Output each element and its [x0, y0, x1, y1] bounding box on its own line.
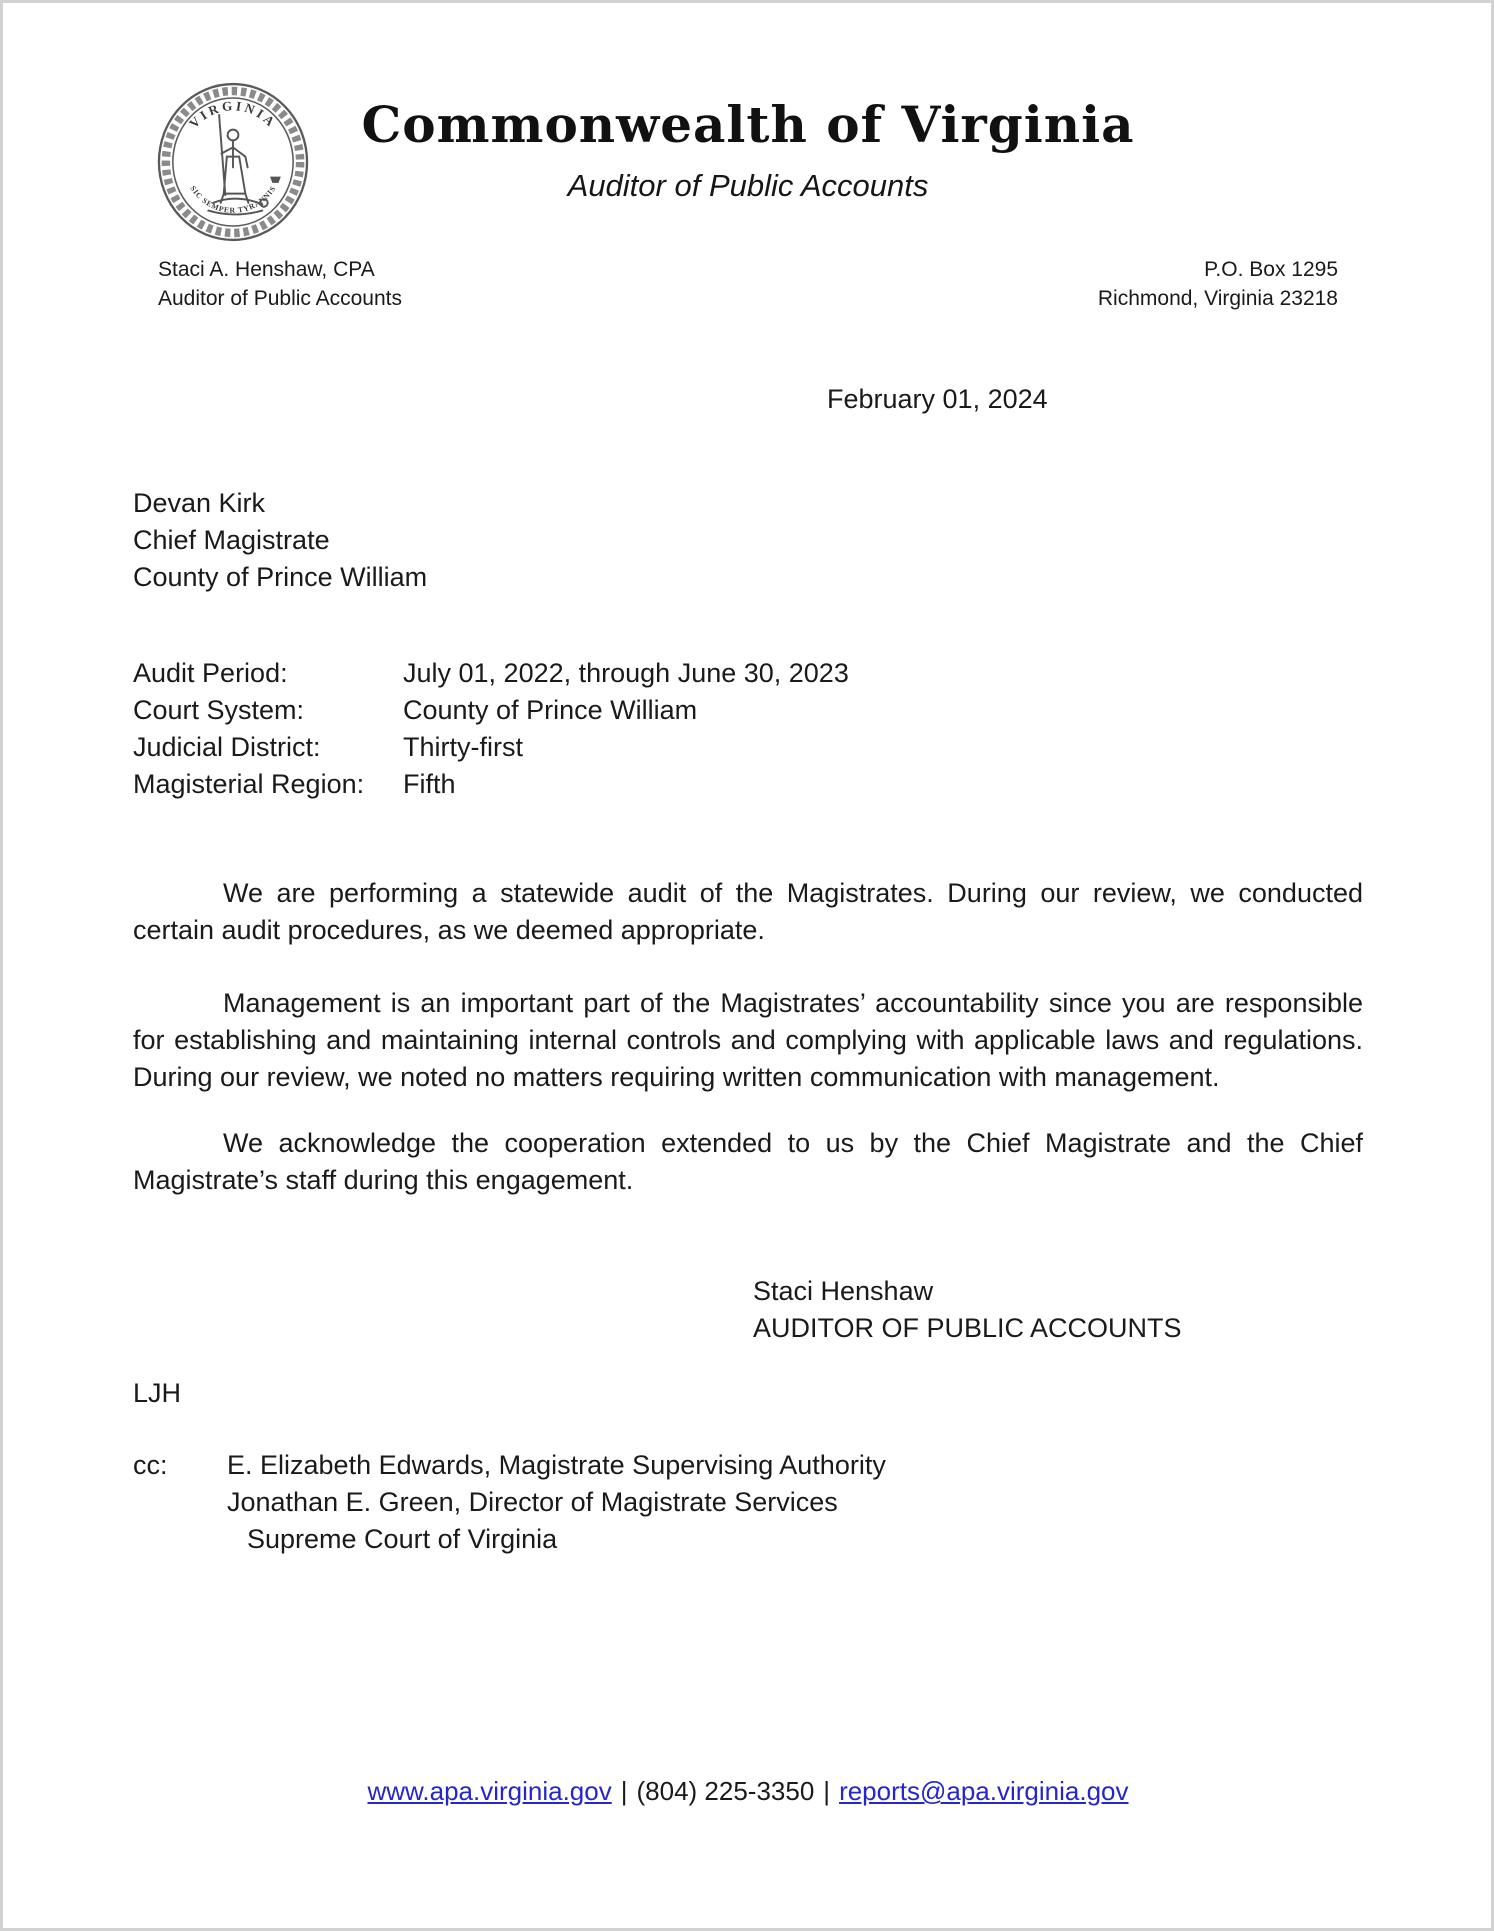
detail-value: Thirty-first: [403, 732, 523, 762]
signature-name: Staci Henshaw: [753, 1276, 934, 1306]
detail-row-court-system: [133, 692, 1363, 729]
audit-details: [133, 655, 1363, 803]
paragraph-line: We acknowledge the cooperation extended to us by the Chief Magistrate and the Chief: [223, 1128, 1363, 1158]
signature-block: [133, 1273, 1363, 1347]
recipient-org: County of Prince William: [133, 562, 428, 592]
cc-recipient: E. Elizabeth Edwards, Magistrate Supervising Authority: [227, 1450, 886, 1480]
detail-value: County of Prince William: [403, 695, 698, 725]
org-subtitle: Auditor of Public Accounts: [567, 168, 929, 203]
signature-title: AUDITOR OF PUBLIC ACCOUNTS: [753, 1313, 1182, 1343]
recipient-title: Chief Magistrate: [133, 525, 330, 555]
recipient-block: [133, 485, 1363, 596]
detail-row-audit-period: [133, 655, 1363, 692]
website-link[interactable]: www.apa.virginia.gov: [367, 1776, 612, 1806]
org-title: Commonwealth of Virginia: [361, 95, 1135, 154]
footer-separator: |: [620, 1776, 628, 1806]
detail-row-magisterial-region: [133, 766, 1363, 803]
typist-initials: LJH: [133, 1378, 182, 1408]
paragraph-line: We are performing a statewide audit of the Magistrates. During our review, we conducted: [223, 878, 1363, 908]
official-title: Auditor of Public Accounts: [158, 287, 402, 310]
detail-label: Magisterial Region:: [133, 769, 365, 799]
detail-row-judicial-district: [133, 729, 1363, 766]
svg-text:SIC SEMPER TYRANNIS: SIC SEMPER TYRANNIS: [188, 184, 278, 215]
detail-label: Judicial District:: [133, 732, 321, 762]
detail-label: Audit Period:: [133, 658, 288, 688]
letter-date: February 01, 2024: [827, 384, 1048, 414]
paragraph-line: for establishing and maintaining internal controls and complying with applicable laws and regulations.: [133, 1025, 1363, 1055]
detail-label: Court System:: [133, 695, 305, 725]
official-name: Staci A. Henshaw, CPA: [158, 258, 375, 281]
paragraph-3: [133, 1125, 1363, 1199]
phone-number: (804) 225-3350: [636, 1776, 815, 1806]
footer-separator: |: [823, 1776, 831, 1806]
email-link[interactable]: reports@apa.virginia.gov: [839, 1776, 1129, 1806]
paragraph-line: certain audit procedures, as we deemed appropriate.: [133, 915, 765, 945]
paragraph-1: [133, 875, 1363, 949]
recipient-name: Devan Kirk: [133, 488, 266, 518]
address-line1: P.O. Box 1295: [1204, 258, 1338, 281]
detail-value: July 01, 2022, through June 30, 2023: [403, 658, 849, 688]
cc-recipient: Supreme Court of Virginia: [247, 1524, 558, 1554]
cc-block: [133, 1447, 1363, 1558]
paragraph-line: Magistrate’s staff during this engagement.: [133, 1165, 634, 1195]
svg-text:VIRGINIA: VIRGINIA: [186, 97, 280, 132]
address-line2: Richmond, Virginia 23218: [1097, 287, 1338, 310]
letter-footer: [133, 1773, 1363, 1809]
paragraph-line: Management is an important part of the Magistrates’ accountability since you are responsible: [223, 988, 1363, 1018]
paragraph-line: During our review, we noted no matters requiring written communication with management.: [133, 1062, 1220, 1092]
detail-value: Fifth: [403, 769, 456, 799]
cc-recipient: Jonathan E. Green, Director of Magistrate Services: [227, 1487, 838, 1517]
address-block: [1098, 255, 1338, 313]
paragraph-2: [133, 985, 1363, 1096]
cc-label: cc:: [133, 1450, 168, 1480]
official-block: [158, 255, 402, 313]
